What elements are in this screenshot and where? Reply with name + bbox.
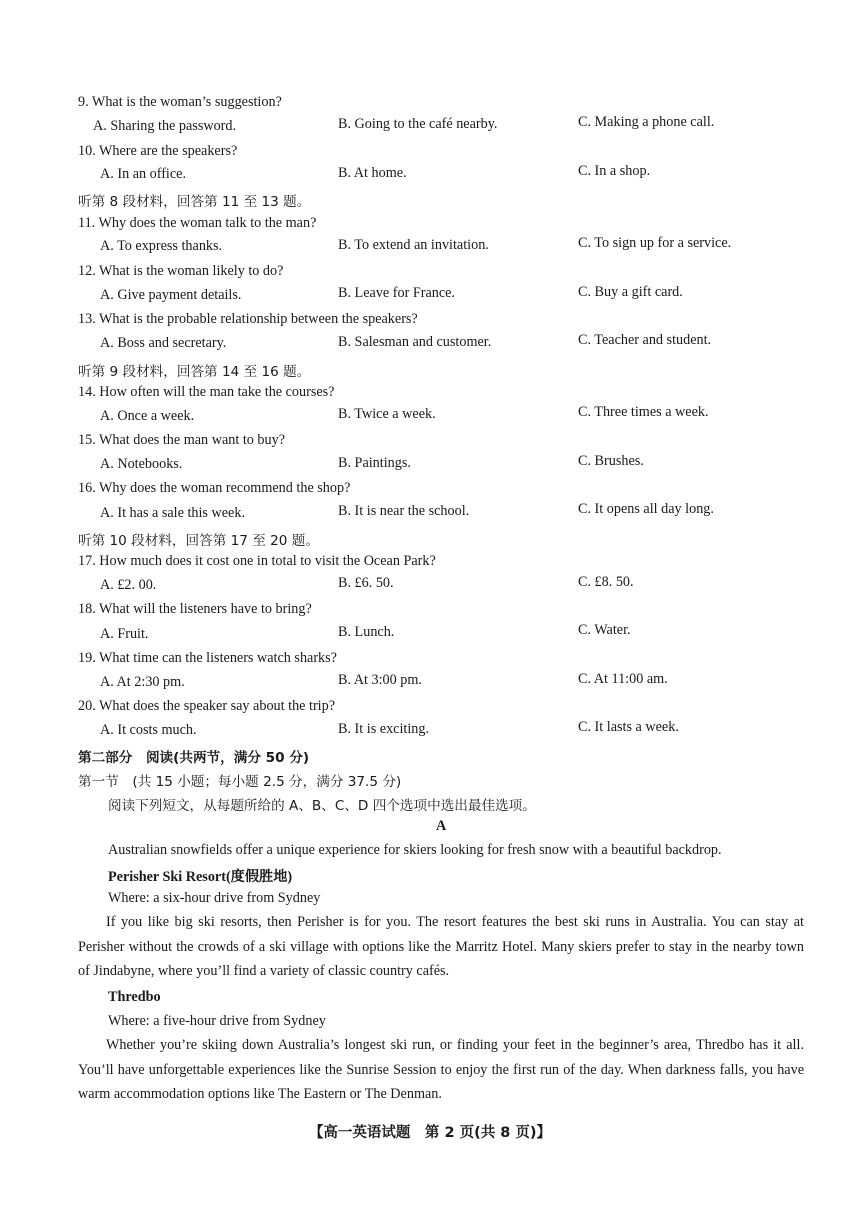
question-15-option-b: B. Paintings. (338, 455, 411, 471)
material-9-header: 听第 9 段材料，回答第 14 至 16 题。 (78, 364, 311, 380)
question-10-option-a: A. In an office. (100, 166, 187, 182)
page-footer: 【高一英语试题 第 2 页(共 8 页)】 (308, 1125, 552, 1141)
passage-intro: Australian snowfields offer a unique experience for skiers looking for fresh snow with a beautiful backdrop. (108, 842, 722, 858)
question-20-stem: 20. What does the speaker say about the trip? (78, 698, 336, 714)
perisher-body: If you like big ski resorts, then Perisher is for you. The resort features the best ski runs in Australia. You can stay at Perisher without the crowds of a ski village with options like the Marritz Hotel. Many skiers prefer to stay in the nearby town of Jindabyne, where you’ll find a variety of classic country cafés. (78, 914, 804, 979)
material-10-header: 听第 10 段材料，回答第 17 至 20 题。 (78, 533, 319, 549)
section-1-title: 第一节 (共 15 小题；每小题 2.5 分，满分 37.5 分) (78, 774, 402, 790)
question-13-stem: 13. What is the probable relationship between the speakers? (78, 311, 418, 327)
question-20-option-c: C. It lasts a week. (578, 719, 679, 735)
question-9-stem: 9. What is the woman’s suggestion? (78, 94, 282, 110)
question-19-option-c: C. At 11:00 am. (578, 671, 668, 687)
question-10-option-c: C. In a shop. (578, 163, 651, 179)
question-13-option-a: A. Boss and secretary. (100, 335, 227, 351)
question-16-stem: 16. Why does the woman recommend the shop? (78, 480, 351, 496)
question-17-option-a: A. £2. 00. (100, 577, 157, 593)
question-17-option-b: B. £6. 50. (338, 575, 394, 591)
question-10-option-b: B. At home. (338, 165, 407, 181)
question-12-option-a: A. Give payment details. (100, 287, 242, 303)
question-14-option-b: B. Twice a week. (338, 406, 436, 422)
question-12-stem: 12. What is the woman likely to do? (78, 263, 284, 279)
material-8-header: 听第 8 段材料，回答第 11 至 13 题。 (78, 194, 311, 210)
question-17-option-c: C. £8. 50. (578, 574, 634, 590)
question-11-option-a: A. To express thanks. (100, 238, 223, 254)
question-18-option-b: B. Lunch. (338, 624, 395, 640)
part-2-title: 第二部分 阅读(共两节，满分 50 分) (78, 750, 310, 766)
thredbo-location: Where: a five-hour drive from Sydney (108, 1013, 326, 1029)
question-16-option-c: C. It opens all day long. (578, 501, 714, 517)
question-18-stem: 18. What will the listeners have to bring? (78, 601, 312, 617)
question-12-option-b: B. Leave for France. (338, 285, 455, 301)
question-14-stem: 14. How often will the man take the courses? (78, 384, 335, 400)
question-13-option-c: C. Teacher and student. (578, 332, 712, 348)
question-14-option-a: A. Once a week. (100, 408, 195, 424)
passage-letter: A (436, 818, 447, 834)
question-9-option-c: C. Making a phone call. (578, 114, 715, 130)
question-11-stem: 11. Why does the woman talk to the man? (78, 215, 317, 231)
question-16-option-a: A. It has a sale this week. (100, 505, 245, 521)
question-9-option-a: A. Sharing the password. (93, 118, 237, 134)
question-9-option-b: B. Going to the café nearby. (338, 116, 498, 132)
question-18-option-c: C. Water. (578, 622, 631, 638)
reading-instruction: 阅读下列短文，从每题所给的 A、B、C、D 四个选项中选出最佳选项。 (108, 798, 536, 814)
thredbo-body: Whether you’re skiing down Australia’s longest ski run, or finding your feet in the beginner’s area, Thredbo has it all. You’ll have unforgettable experiences like the Sunrise Session to enjoy the first run of the day. When darkness falls, you have warm accommodation options like The Eastern or The Denman. (78, 1037, 804, 1102)
question-15-stem: 15. What does the man want to buy? (78, 432, 285, 448)
question-19-option-a: A. At 2:30 pm. (100, 674, 185, 690)
question-13-option-b: B. Salesman and customer. (338, 334, 492, 350)
question-18-option-a: A. Fruit. (100, 626, 149, 642)
question-11-option-c: C. To sign up for a service. (578, 235, 732, 251)
question-16-option-b: B. It is near the school. (338, 503, 470, 519)
perisher-heading: Perisher Ski Resort(度假胜地) (108, 869, 293, 885)
question-20-option-a: A. It costs much. (100, 722, 197, 738)
thredbo-heading: Thredbo (108, 989, 161, 1005)
question-19-option-b: B. At 3:00 pm. (338, 672, 422, 688)
question-14-option-c: C. Three times a week. (578, 404, 709, 420)
question-15-option-a: A. Notebooks. (100, 456, 183, 472)
question-17-stem: 17. How much does it cost one in total to visit the Ocean Park? (78, 553, 436, 569)
perisher-location: Where: a six-hour drive from Sydney (108, 890, 321, 906)
question-10-stem: 10. Where are the speakers? (78, 143, 238, 159)
question-12-option-c: C. Buy a gift card. (578, 284, 683, 300)
question-19-stem: 19. What time can the listeners watch sharks? (78, 650, 337, 666)
question-20-option-b: B. It is exciting. (338, 721, 430, 737)
question-11-option-b: B. To extend an invitation. (338, 237, 489, 253)
question-15-option-c: C. Brushes. (578, 453, 644, 469)
